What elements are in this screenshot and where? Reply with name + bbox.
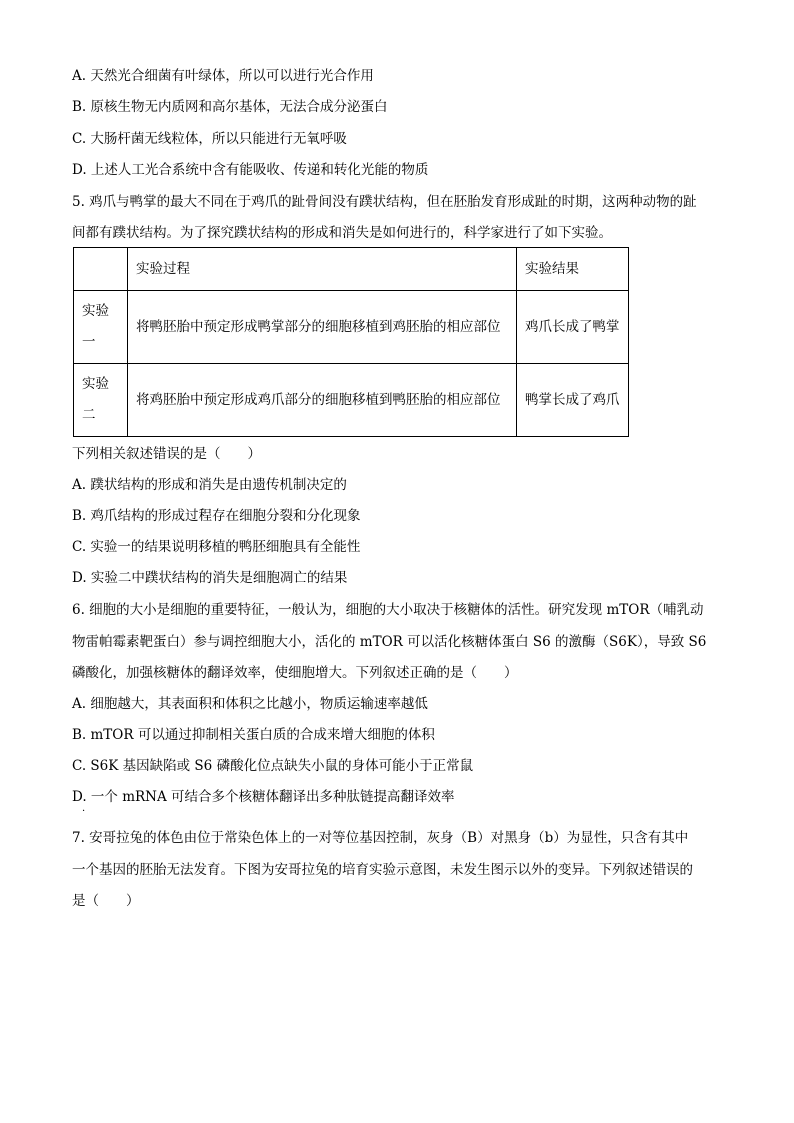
table-header-row [74,248,629,291]
q5-option-a: A. 蹼状结构的形成和消失是由遗传机制决定的 [72,477,347,493]
q4-option-a: A. 天然光合细菌有叶绿体，所以可以进行光合作用 [72,68,374,84]
q6-option-a: A. 细胞越大，其表面积和体积之比越小，物质运输速率越低 [72,696,428,712]
experiment-table [73,247,629,437]
q5-stem-line-1: 5. 鸡爪与鸭掌的最大不同在于鸡爪的趾骨间没有蹼状结构，但在胚胎发育形成趾的时期，这两种动物的趾 [72,194,697,210]
q5-question: 下列相关叙述错误的是（ ） [72,446,261,462]
q6-stem-line-3: 磷酸化，加强核糖体的翻译效率，使细胞增大。下列叙述正确的是（ ） [72,665,518,681]
q7-stem-line-3: 是（ ） [72,893,140,909]
table-cell-result: 鸭掌长成了鸡爪 [517,364,629,437]
q4-option-c: C. 大肠杆菌无线粒体，所以只能进行无氧呼吸 [72,131,347,147]
stray-dot-mark: · [82,806,86,817]
table-row [74,291,629,364]
table-cell-process: 将鸭胚胎中预定形成鸭掌部分的细胞移植到鸡胚胎的相应部位 [128,291,517,364]
q6-option-b: B. mTOR 可以通过抑制相关蛋白质的合成来增大细胞的体积 [72,727,435,743]
q6-option-c: C. S6K 基因缺陷或 S6 磷酸化位点缺失小鼠的身体可能小于正常鼠 [72,758,474,774]
q5-stem-line-2: 间都有蹼状结构。为了探究蹼状结构的形成和消失是如何进行的，科学家进行了如下实验。 [72,225,612,241]
table-cell-experiment-label: 实验二 [74,364,128,437]
table-header-cell-process: 实验过程 [128,248,517,291]
q6-option-d: D. 一个 mRNA 可结合多个核糖体翻译出多种肽链提高翻译效率 [72,789,455,805]
q7-stem-line-1: 7. 安哥拉兔的体色由位于常染色体上的一对等位基因控制，灰身（B）对黑身（b）为显性，只含有其中 [72,830,689,846]
q7-stem-line-2: 一个基因的胚胎无法发育。下图为安哥拉兔的培育实验示意图，未发生图示以外的变异。下列叙述错误的 [72,862,693,878]
q5-option-b: B. 鸡爪结构的形成过程存在细胞分裂和分化现象 [72,508,361,524]
q5-option-c: C. 实验一的结果说明移植的鸭胚细胞具有全能性 [72,539,361,555]
q4-option-b: B. 原核生物无内质网和高尔基体，无法合成分泌蛋白 [72,99,388,115]
table-cell-experiment-label: 实验一 [74,291,128,364]
table-cell-result: 鸡爪长成了鸭掌 [517,291,629,364]
table-cell-process: 将鸡胚胎中预定形成鸡爪部分的细胞移植到鸭胚胎的相应部位 [128,364,517,437]
q4-option-d: D. 上述人工光合系统中含有能吸收、传递和转化光能的物质 [72,162,429,178]
table-header-cell-empty [74,248,128,291]
q6-stem-line-2: 物雷帕霉素靶蛋白）参与调控细胞大小，活化的 mTOR 可以活化核糖体蛋白 S6 的激酶（S6K），导致 S6 [72,634,707,650]
table-header-cell-result: 实验结果 [517,248,629,291]
table-row [74,364,629,437]
q5-option-d: D. 实验二中蹼状结构的消失是细胞凋亡的结果 [72,570,348,586]
q6-stem-line-1: 6. 细胞的大小是细胞的重要特征，一般认为，细胞的大小取决于核糖体的活性。研究发现 mTOR（哺乳动 [72,602,704,618]
